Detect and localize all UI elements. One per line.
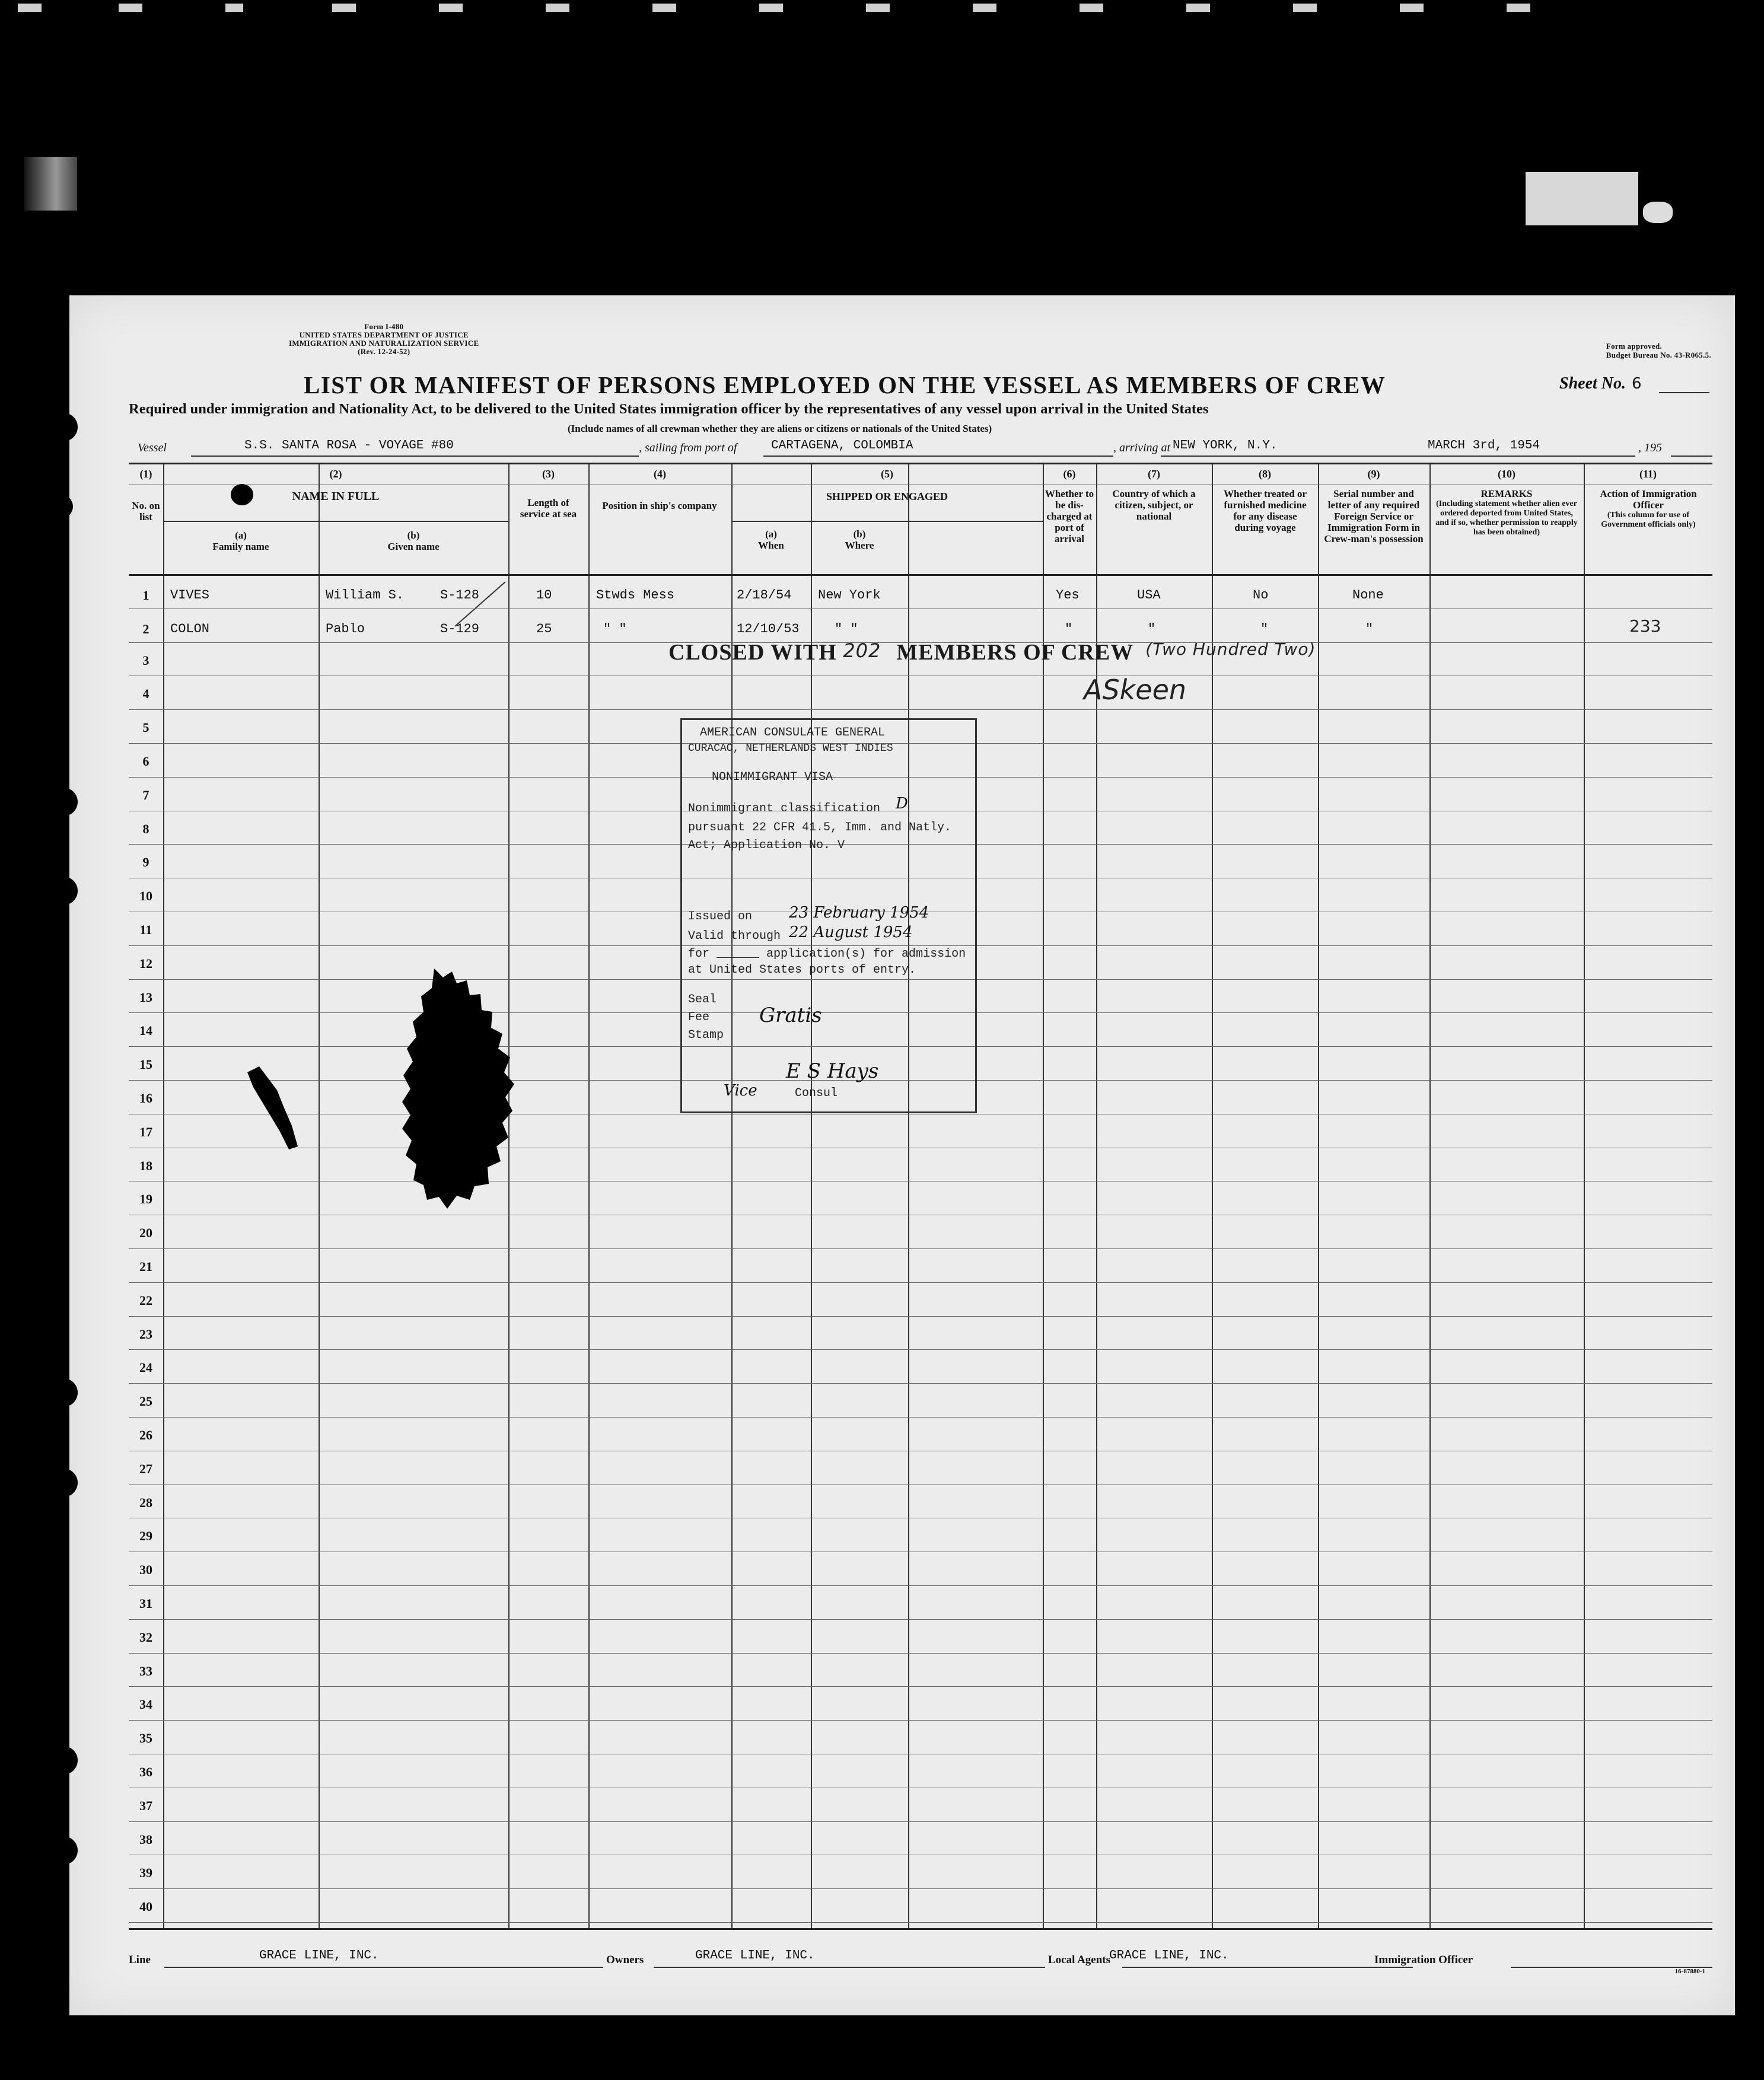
col-num-11: (11) bbox=[1639, 468, 1657, 480]
footer-line: GRACE LINE, INC. bbox=[259, 1949, 379, 1963]
row-rule bbox=[129, 1619, 1712, 1620]
footer bbox=[129, 1949, 1712, 1973]
stamp-stamp: Stamp bbox=[688, 1028, 724, 1042]
header-where-name: Where bbox=[845, 540, 874, 551]
row-rule bbox=[129, 1349, 1712, 1350]
row-number: 32 bbox=[139, 1629, 152, 1645]
budget-number: Budget Bureau No. 43-R065.5. bbox=[1606, 351, 1711, 359]
cell-position: " " bbox=[603, 622, 627, 636]
row-number: 11 bbox=[139, 922, 152, 937]
header-family bbox=[163, 530, 319, 552]
col-num-8: (8) bbox=[1259, 468, 1271, 480]
row-rule bbox=[129, 709, 1712, 710]
row-rule bbox=[129, 1585, 1712, 1586]
crew-table bbox=[129, 463, 1712, 1930]
header-country: Country of which a citizen, subject, or national bbox=[1112, 488, 1196, 522]
row-number: 17 bbox=[139, 1124, 152, 1139]
col-num-4: (4) bbox=[654, 468, 666, 480]
film-tab-left bbox=[24, 157, 77, 211]
vessel-label: Vessel bbox=[138, 441, 167, 454]
page-title: LIST OR MANIFEST OF PERSONS EMPLOYED ON THE VESSEL AS MEMBERS OF CREW bbox=[304, 371, 1386, 399]
punch-hole bbox=[49, 1469, 78, 1497]
cell-code: S-129 bbox=[440, 622, 480, 636]
row-number: 13 bbox=[139, 989, 152, 1005]
row-rule bbox=[129, 1282, 1712, 1283]
header-remarks bbox=[1434, 488, 1580, 537]
header-given-letter: (b) bbox=[407, 530, 420, 541]
col-num-7: (7) bbox=[1148, 468, 1160, 480]
row-rule bbox=[129, 1248, 1712, 1249]
header-position: Position in ship's company bbox=[602, 500, 717, 511]
row-rule bbox=[129, 1922, 1712, 1923]
visa-stamp bbox=[680, 718, 977, 1113]
row-number: 33 bbox=[139, 1663, 152, 1678]
cell-discharged: Yes bbox=[1056, 588, 1080, 603]
row-number: 27 bbox=[139, 1461, 152, 1476]
sheet-number bbox=[1559, 374, 1642, 393]
punch-hole bbox=[231, 484, 253, 505]
stamp-for: for ______ application(s) for admission bbox=[688, 947, 966, 961]
stamp-pursuant: pursuant 22 CFR 41.5, Imm. and Natly. bbox=[688, 821, 952, 834]
cell-medicine: No bbox=[1253, 588, 1269, 603]
footer-agents-label: Local Agents bbox=[1048, 1954, 1111, 1966]
row-number: 1 bbox=[142, 588, 149, 603]
stamp-valid-label: Valid through bbox=[688, 929, 781, 943]
header-shipped: SHIPPED OR ENGAGED bbox=[826, 490, 948, 502]
stamp-gratis: Gratis bbox=[759, 1004, 822, 1027]
cell-code: S-128 bbox=[440, 588, 480, 603]
header-no-on-list: No. on list bbox=[132, 500, 160, 523]
closed-stamp bbox=[668, 639, 1316, 665]
cell-serial: " bbox=[1365, 622, 1374, 636]
stamp-issued-label: Issued on bbox=[688, 910, 753, 923]
sailing-label: , sailing from port of bbox=[639, 441, 737, 454]
row-number: 23 bbox=[139, 1326, 152, 1342]
row-number: 2 bbox=[142, 622, 149, 636]
row-number: 35 bbox=[139, 1731, 152, 1746]
print-code: 16-87880-1 bbox=[1674, 1968, 1705, 1975]
stamp-valid-date: 22 August 1954 bbox=[789, 923, 913, 941]
cell-discharged: " bbox=[1065, 622, 1073, 636]
remarks-title: REMARKS bbox=[1480, 488, 1533, 499]
header-when-name: When bbox=[758, 540, 784, 551]
sheet-value: 6 bbox=[1632, 375, 1642, 393]
stamp-vice: Vice bbox=[724, 1082, 757, 1100]
row-number: 34 bbox=[139, 1697, 152, 1712]
row-number: 14 bbox=[139, 1023, 152, 1039]
action-note: (This column for use of Government officials only) bbox=[1601, 511, 1696, 529]
row-number: 38 bbox=[139, 1831, 152, 1847]
row-number: 6 bbox=[142, 754, 149, 769]
remarks-note: (Including statement whether alien ever ordered deported from United States, and if so, whether permission to reapply has been obtained) bbox=[1435, 499, 1578, 537]
footer-owners-label: Owners bbox=[606, 1954, 644, 1966]
row-number: 4 bbox=[142, 686, 149, 702]
row-rule bbox=[129, 1383, 1712, 1384]
row-number: 21 bbox=[139, 1259, 152, 1274]
required-statement: Required under immigration and Nationality Act, to be delivered to the United States immigration officer by the representatives of any vessel upon arrival in the United States bbox=[129, 401, 1209, 417]
row-number: 20 bbox=[139, 1225, 152, 1241]
header-where bbox=[811, 528, 908, 551]
closed-label: CLOSED WITH bbox=[668, 640, 837, 665]
ink-blot bbox=[241, 1060, 313, 1155]
footer-agents: GRACE LINE, INC. bbox=[1109, 1949, 1229, 1963]
header-family-letter: (a) bbox=[235, 530, 247, 541]
row-rule bbox=[129, 1316, 1712, 1317]
stamp-fee: Fee bbox=[688, 1011, 710, 1024]
row-number: 26 bbox=[139, 1428, 152, 1442]
row-number: 24 bbox=[139, 1360, 152, 1375]
footer-owners: GRACE LINE, INC. bbox=[695, 1949, 815, 1963]
punch-hole bbox=[49, 1378, 78, 1407]
row-number: 39 bbox=[139, 1865, 152, 1881]
col-num-10: (10) bbox=[1498, 468, 1515, 480]
row-number: 7 bbox=[142, 787, 149, 802]
row-number: 18 bbox=[139, 1158, 152, 1173]
check-mark bbox=[449, 576, 514, 635]
row-number: 25 bbox=[139, 1394, 152, 1409]
footer-officer-label: Immigration Officer bbox=[1374, 1954, 1473, 1966]
footer-line-label: Line bbox=[129, 1954, 151, 1966]
punch-hole bbox=[49, 788, 78, 816]
closed-words: (Two Hundred Two) bbox=[1145, 639, 1316, 659]
row-number: 12 bbox=[139, 955, 152, 971]
row-rule bbox=[129, 1653, 1712, 1654]
punch-hole bbox=[49, 495, 73, 518]
cell-when: 2/18/54 bbox=[737, 588, 792, 603]
cell-length: 10 bbox=[536, 588, 552, 603]
cell-country: " bbox=[1148, 622, 1156, 636]
cell-family: VIVES bbox=[170, 588, 210, 603]
stamp-line1: AMERICAN CONSULATE GENERAL bbox=[700, 726, 886, 740]
initials: ASkeen bbox=[1084, 674, 1187, 706]
form-id-block bbox=[289, 323, 479, 356]
col-num-2: (2) bbox=[329, 468, 342, 480]
col-num-5: (5) bbox=[881, 468, 893, 480]
film-tab-right bbox=[1526, 172, 1638, 225]
punch-hole bbox=[49, 1836, 78, 1865]
service-name: IMMIGRATION AND NATURALIZATION SERVICE bbox=[289, 339, 479, 348]
cell-given: William S. bbox=[326, 588, 405, 603]
punch-hole bbox=[49, 877, 78, 905]
row-number: 3 bbox=[142, 652, 149, 668]
film-edge bbox=[0, 0, 1764, 18]
closed-tail: MEMBERS OF CREW bbox=[896, 640, 1134, 665]
year-suffix: , 195 bbox=[1638, 441, 1662, 454]
cell-action: 233 bbox=[1629, 616, 1661, 636]
stamp-class-value: D bbox=[896, 795, 908, 813]
vessel-name: S.S. SANTA ROSA - VOYAGE #80 bbox=[244, 439, 454, 453]
row-number: 19 bbox=[139, 1192, 152, 1207]
header-discharged: Whether to be dis-charged at port of arrival bbox=[1045, 488, 1094, 544]
stamp-consul: Consul bbox=[795, 1087, 838, 1100]
row-number: 30 bbox=[139, 1562, 152, 1578]
cell-position: Stwds Mess bbox=[596, 588, 675, 603]
stamp-line2: CURACAO, NETHERLANDS WEST INDIES bbox=[688, 743, 893, 754]
manifest-sheet bbox=[69, 295, 1735, 2015]
row-rule bbox=[129, 1821, 1712, 1822]
header-where-letter: (b) bbox=[853, 528, 866, 540]
row-number: 10 bbox=[139, 888, 152, 904]
row-rule bbox=[129, 1888, 1712, 1889]
row-number: 5 bbox=[142, 720, 149, 735]
header-when-letter: (a) bbox=[765, 528, 777, 540]
header-serial: Serial number and letter of any required Foreign Service or Immigration Form in Crew-man's possession bbox=[1324, 488, 1424, 544]
row-number: 9 bbox=[142, 855, 149, 870]
col-num-9: (9) bbox=[1367, 468, 1380, 480]
stamp-classification: Nonimmigrant classification bbox=[688, 802, 881, 816]
row-number: 8 bbox=[142, 821, 149, 836]
agency-name: UNITED STATES DEPARTMENT OF JUSTICE bbox=[299, 330, 469, 339]
closed-count: 202 bbox=[843, 639, 881, 662]
arrival-port: NEW YORK, N.Y. bbox=[1173, 439, 1278, 453]
cell-family: COLON bbox=[170, 622, 210, 636]
cell-when: 12/10/53 bbox=[737, 622, 800, 636]
header-name-in-full: NAME IN FULL bbox=[292, 490, 380, 503]
stamp-issued-date: 23 February 1954 bbox=[789, 904, 929, 922]
punch-hole bbox=[49, 1746, 78, 1775]
cell-country: USA bbox=[1137, 588, 1161, 603]
row-rule bbox=[129, 1417, 1712, 1418]
arriving-label: , arriving at bbox=[1113, 441, 1171, 454]
stamp-application: Act; Application No. V bbox=[688, 839, 845, 852]
include-note: (Include names of all crewman whether they are aliens or citizens or nationals of the United States) bbox=[568, 423, 992, 434]
approval-block bbox=[1606, 342, 1711, 359]
stamp-seal: Seal bbox=[688, 993, 717, 1006]
header-given bbox=[319, 530, 508, 552]
form-approved: Form approved. bbox=[1606, 342, 1663, 351]
ink-blot bbox=[387, 960, 541, 1232]
punch-hole bbox=[49, 413, 78, 441]
cell-given: Pablo bbox=[326, 622, 365, 636]
row-number: 15 bbox=[139, 1057, 152, 1072]
header-medicine: Whether treated or furnished medicine for any disease during voyage bbox=[1223, 488, 1307, 533]
row-number: 29 bbox=[139, 1528, 152, 1544]
cell-length: 25 bbox=[536, 622, 552, 636]
header-when bbox=[731, 528, 811, 551]
row-number: 40 bbox=[139, 1899, 152, 1915]
col-num-6: (6) bbox=[1063, 468, 1076, 480]
sheet-label: Sheet No. bbox=[1559, 374, 1626, 393]
row-number: 28 bbox=[139, 1495, 152, 1510]
header-family-name: Family name bbox=[212, 541, 269, 552]
header-action bbox=[1588, 488, 1709, 530]
form-revision: (Rev. 12-24-52) bbox=[358, 347, 410, 356]
row-number: 22 bbox=[139, 1292, 152, 1308]
form-number: Form I-480 bbox=[364, 322, 404, 331]
row-rule bbox=[129, 1720, 1712, 1721]
row-number: 36 bbox=[139, 1764, 152, 1779]
consul-signature: E S Hays bbox=[786, 1059, 879, 1083]
cell-medicine: " bbox=[1260, 622, 1269, 636]
row-number: 31 bbox=[139, 1596, 152, 1611]
row-number: 37 bbox=[139, 1798, 152, 1813]
col-num-3: (3) bbox=[542, 468, 555, 480]
stamp-ports: at United States ports of entry. bbox=[688, 963, 916, 977]
action-title: Action of Immigration Officer bbox=[1600, 488, 1697, 511]
col-num-1: (1) bbox=[139, 468, 152, 480]
cell-serial: None bbox=[1352, 588, 1384, 603]
cell-where: " " bbox=[835, 622, 858, 636]
row-rule bbox=[129, 1686, 1712, 1687]
stamp-line3: NONIMMIGRANT VISA bbox=[712, 770, 833, 784]
header-given-name: Given name bbox=[387, 541, 440, 552]
row-number: 16 bbox=[139, 1091, 152, 1106]
arrival-date: MARCH 3rd, 1954 bbox=[1428, 439, 1540, 453]
departure-port: CARTAGENA, COLOMBIA bbox=[771, 439, 913, 453]
header-length: Length of service at sea bbox=[520, 497, 577, 520]
film-tab-mark bbox=[1643, 202, 1673, 223]
cell-where: New York bbox=[818, 588, 881, 603]
